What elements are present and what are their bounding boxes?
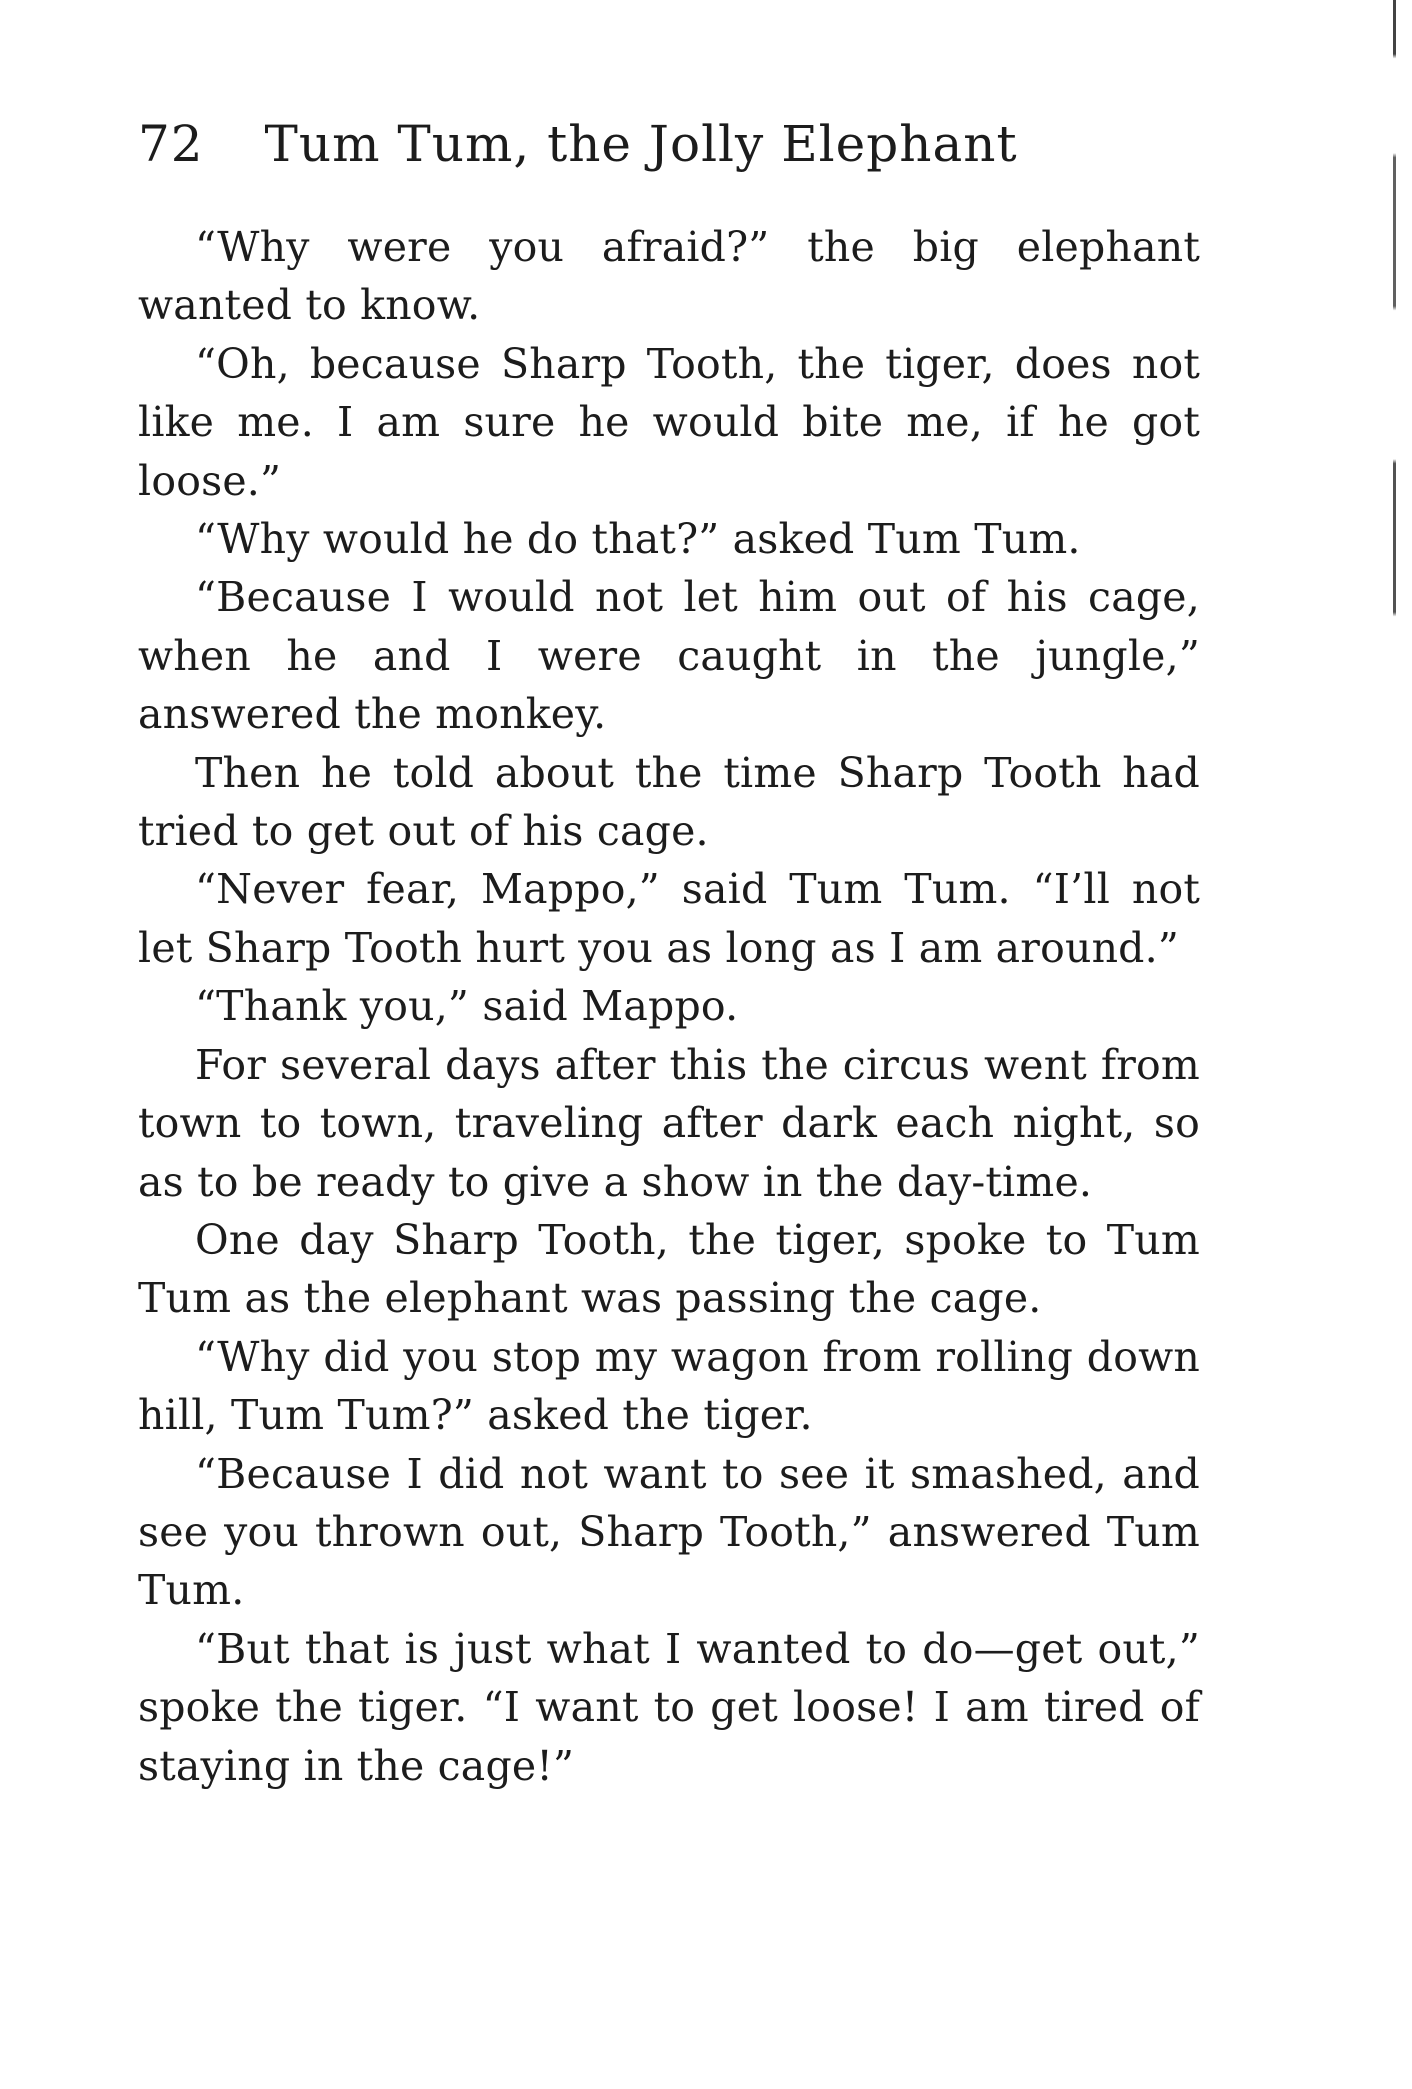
- paragraph: Then he told about the time Sharp Tooth had tried to get out of his cage.: [138, 748, 1200, 856]
- paragraph: “Why were you afraid?” the big elephant wanted to know.: [138, 223, 1200, 330]
- paragraph: “Oh, because Sharp Tooth, the tiger, does not like me. I am sure he would bite me, if he got loose.”: [138, 339, 1200, 505]
- paragraph: “Never fear, Mappo,” said Tum Tum. “I’ll not let Sharp Tooth hurt you as long as I am around.”: [138, 865, 1200, 972]
- paragraph: For several days after this the circus went from town to town, traveling after dark each night, so as to be ready to give a show in the day-time.: [138, 1040, 1200, 1206]
- paragraph: “Why did you stop my wagon from rolling down hill, Tum Tum?” asked the tiger.: [138, 1332, 1200, 1440]
- paragraph: “Because I did not want to see it smashed, and see you thrown out, Sharp Tooth,” answered Tum Tum.: [138, 1449, 1200, 1615]
- paragraph: “Why would he do that?” asked Tum Tum.: [195, 515, 1081, 564]
- page-header: [138, 115, 1208, 195]
- paragraph: “Thank you,” said Mappo.: [195, 982, 739, 1031]
- paragraph: One day Sharp Tooth, the tiger, spoke to Tum Tum as the elephant was passing the cage.: [138, 1215, 1200, 1323]
- paragraph: “But that is just what I wanted to do—get out,” spoke the tiger. “I want to get loose! I am tired of staying in the cage!”: [138, 1624, 1200, 1790]
- body-text: [138, 218, 1200, 1795]
- running-title: Tum Tum, the Jolly Elephant: [264, 115, 1018, 173]
- scan-edge-line: [1393, 0, 1396, 900]
- paragraph: “Because I would not let him out of his cage, when he and I were caught in the jungle,” answered the monkey.: [138, 573, 1200, 739]
- page-number: 72: [138, 115, 204, 173]
